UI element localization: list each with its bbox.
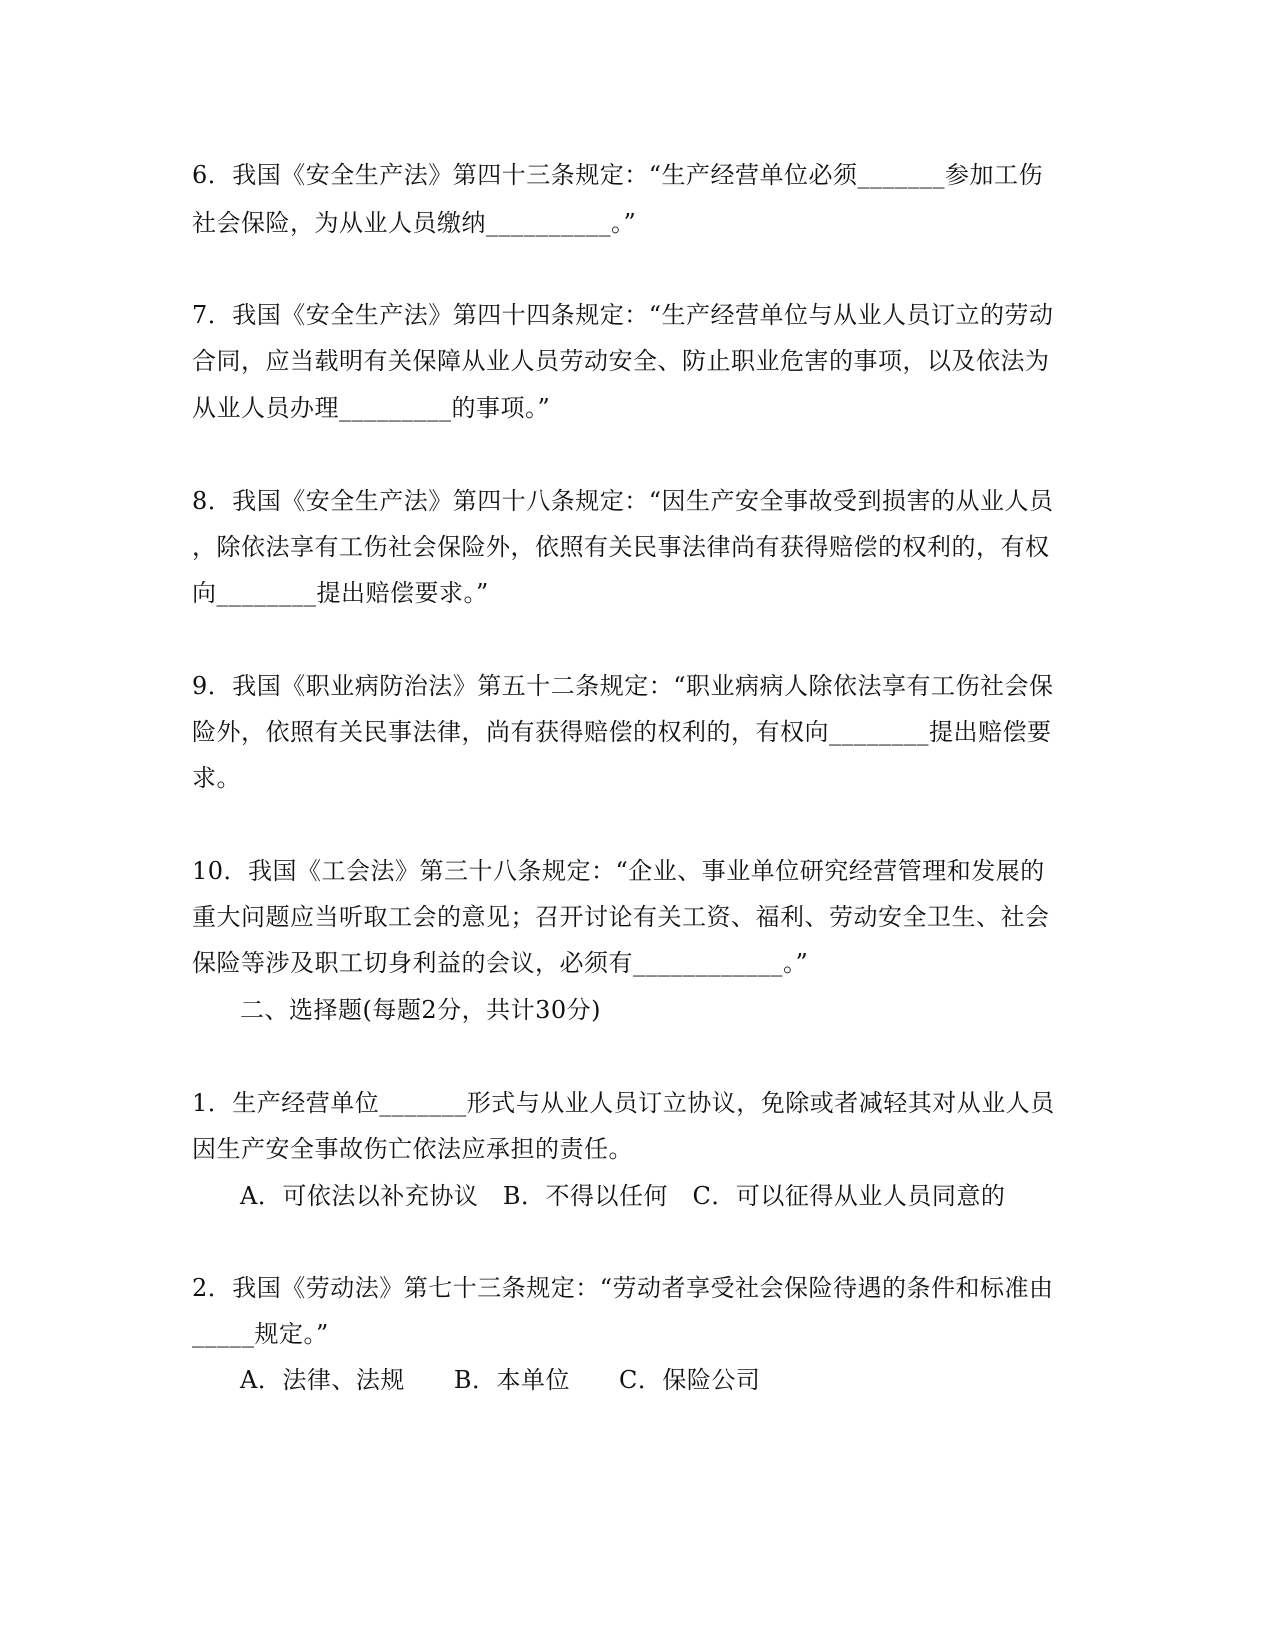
question-6-line-2: 社会保险，为从业人员缴纳__________。” (192, 209, 637, 237)
choice-1-options: A．可依法以补充协议 B．不得以任何 C．可以征得从业人员同意的 (240, 1182, 1006, 1210)
question-7-line-3: 从业人员办理_________的事项。” (192, 394, 551, 422)
choice-1-line-1: 1．生产经营单位_______形式与从业人员订立协议，免除或者减轻其对从业人员 (192, 1089, 1055, 1117)
section-heading-choice: 二、选择题(每题2分，共计30分) (240, 996, 602, 1024)
question-10-line-3: 保险等涉及职工切身利益的会议，必须有____________。” (192, 949, 809, 977)
question-9-line-3: 求。 (192, 764, 241, 792)
question-9-line-1: 9．我国《职业病防治法》第五十二条规定：“职业病病人除依法享有工伤社会保 (192, 672, 1054, 700)
question-6-line-1: 6．我国《安全生产法》第四十三条规定：“生产经营单位必须_______参加工伤 (192, 161, 1044, 189)
question-8-line-3: 向________提出赔偿要求。” (192, 579, 489, 607)
question-7-line-1: 7．我国《安全生产法》第四十四条规定：“生产经营单位与从业人员订立的劳动 (192, 301, 1054, 329)
question-8-line-1: 8．我国《安全生产法》第四十八条规定：“因生产安全事故受到损害的从业人员 (192, 487, 1054, 515)
choice-1-line-2: 因生产安全事故伤亡依法应承担的责任。 (192, 1135, 633, 1163)
question-10-line-2: 重大问题应当听取工会的意见；召开讨论有关工资、福利、劳动安全卫生、社会 (192, 903, 1050, 931)
question-9-line-2: 险外，依照有关民事法律，尚有获得赔偿的权利的，有权向________提出赔偿要 (192, 718, 1052, 746)
choice-2-line-1: 2．我国《劳动法》第七十三条规定：“劳动者享受社会保险待遇的条件和标准由 (192, 1274, 1054, 1302)
question-7-line-2: 合同，应当载明有关保障从业人员劳动安全、防止职业危害的事项，以及依法为 (192, 347, 1050, 375)
question-8-line-2: ，除依法享有工伤社会保险外，依照有关民事法律尚有获得赔偿的权利的，有权 (192, 533, 1050, 561)
choice-2-options: A．法律、法规 B．本单位 C．保险公司 (240, 1366, 761, 1394)
choice-2-line-2: _____规定。” (192, 1320, 329, 1348)
question-10-line-1: 10．我国《工会法》第三十八条规定：“企业、事业单位研究经营管理和发展的 (192, 857, 1045, 885)
